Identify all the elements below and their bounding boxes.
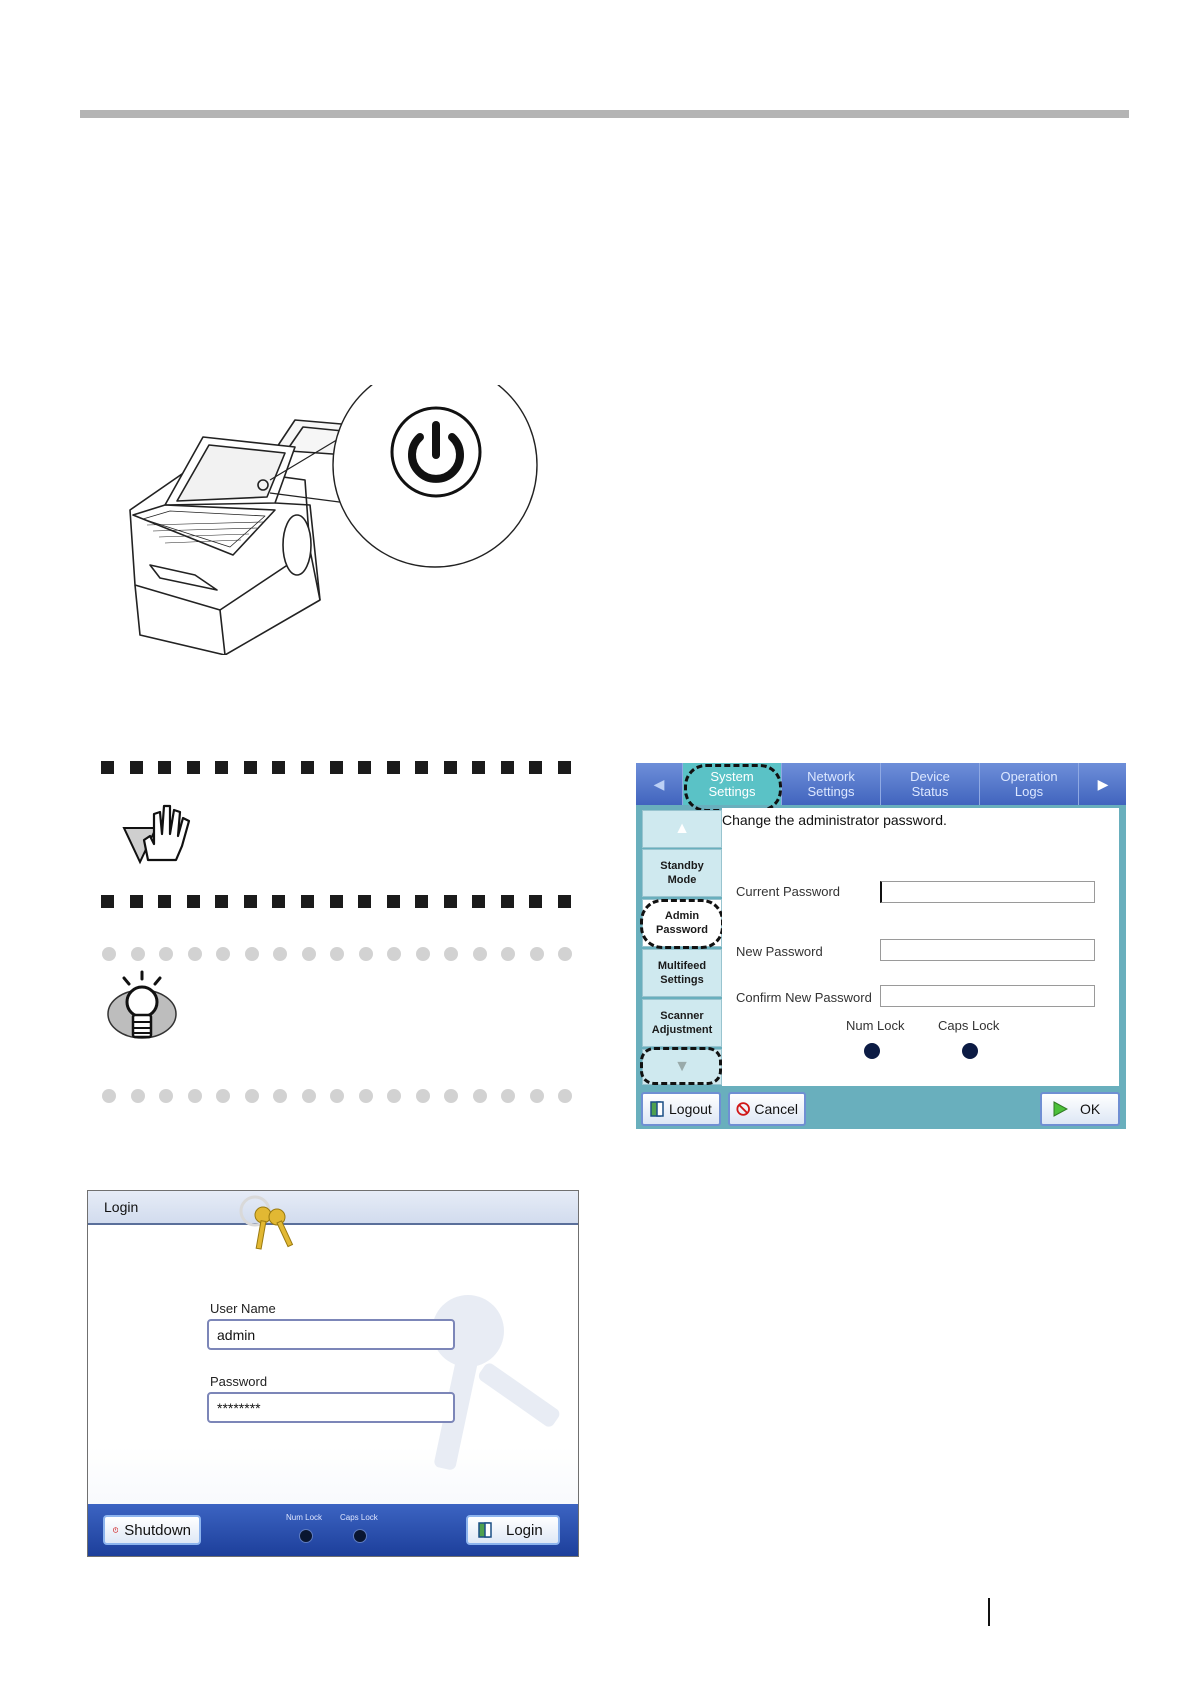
side-scroll-up-icon[interactable]: ▲: [642, 810, 722, 848]
settings-tab-bar: [636, 763, 1126, 805]
side-standby-mode-label: Standby Mode: [660, 860, 704, 886]
hint-top-border: [102, 947, 572, 961]
tab-device-status-label: Device Status: [910, 769, 950, 799]
new-password-label: New Password: [736, 944, 823, 959]
logout-label: Logout: [669, 1101, 712, 1117]
num-lock-indicator: [299, 1529, 313, 1543]
play-icon: [1052, 1101, 1068, 1117]
cancel-label: Cancel: [754, 1101, 798, 1117]
side-standby-mode[interactable]: [642, 849, 722, 897]
note-top-border: [101, 761, 571, 775]
admin-password-screen: [636, 763, 1126, 1129]
power-icon: [392, 408, 480, 496]
hint-lightbulb-icon: [104, 970, 180, 1046]
highlight-admin-password: [640, 899, 724, 949]
login-title: Login: [104, 1199, 139, 1215]
side-admin-password-label: Admin Password: [656, 910, 708, 936]
password-label: Password: [210, 1374, 268, 1389]
current-password-input[interactable]: [880, 881, 1095, 903]
username-label: User Name: [210, 1301, 276, 1316]
tab-network-settings[interactable]: [781, 763, 880, 805]
caps-lock-indicator: [962, 1043, 978, 1059]
shutdown-label: Shutdown: [124, 1521, 191, 1539]
side-multifeed-settings[interactable]: [642, 949, 722, 997]
num-lock-label: Num Lock: [286, 1513, 323, 1522]
shutdown-icon: [113, 1522, 118, 1538]
side-multifeed-settings-label: Multifeed Settings: [657, 960, 707, 986]
ok-label: OK: [1080, 1101, 1101, 1117]
note-bottom-border: [101, 895, 571, 909]
tab-operation-logs[interactable]: [979, 763, 1078, 805]
login-label: Login: [506, 1521, 543, 1539]
new-password-input[interactable]: [880, 939, 1095, 961]
num-lock-label: Num Lock: [846, 1018, 905, 1033]
login-bottom-bar: [88, 1504, 578, 1556]
door-icon: [476, 1521, 494, 1539]
side-scanner-adjustment-label: Scanner Adjustment: [651, 1010, 713, 1036]
caps-lock-label: Caps Lock: [938, 1018, 1000, 1033]
tab-system-settings-label: System Settings: [708, 769, 756, 799]
username-input[interactable]: admin: [207, 1319, 455, 1350]
tab-network-settings-label: Network Settings: [807, 769, 855, 799]
tab-operation-logs-label: Operation Logs: [1000, 769, 1058, 799]
num-lock-indicator: [864, 1043, 880, 1059]
cancel-icon: [736, 1101, 750, 1117]
caps-lock-indicator: [353, 1529, 367, 1543]
page-number-divider: [988, 1598, 990, 1626]
tab-device-status[interactable]: [880, 763, 979, 805]
confirm-password-label: Confirm New Password: [736, 990, 872, 1005]
logout-button[interactable]: [641, 1092, 721, 1126]
hint-bottom-border: [102, 1089, 572, 1103]
login-title-bar: [88, 1191, 578, 1225]
side-scanner-adjustment[interactable]: [642, 999, 722, 1047]
confirm-password-input[interactable]: [880, 985, 1095, 1007]
highlight-system-settings: [684, 764, 782, 812]
login-button[interactable]: [466, 1515, 560, 1545]
logout-door-icon: [649, 1100, 665, 1118]
top-rule: [80, 110, 1129, 118]
highlight-scroll-down: [640, 1047, 722, 1085]
attention-hand-icon: [120, 800, 195, 866]
password-input[interactable]: ********: [207, 1392, 455, 1423]
instruction-text: Change the administrator password.: [722, 812, 947, 828]
shutdown-button[interactable]: [103, 1515, 201, 1545]
scanner-illustration: [125, 385, 585, 655]
login-screen: [87, 1190, 579, 1557]
current-password-label: Current Password: [736, 884, 841, 899]
ok-button[interactable]: [1040, 1092, 1120, 1126]
keys-icon: [233, 1191, 303, 1256]
tab-scroll-left-icon[interactable]: ◀: [653, 775, 665, 792]
side-scroll-down-icon[interactable]: ▼: [642, 1049, 722, 1085]
cancel-button[interactable]: [728, 1092, 806, 1126]
caps-lock-label: Caps Lock: [340, 1513, 378, 1522]
tab-scroll-right-icon[interactable]: ▶: [1078, 763, 1126, 805]
admin-password-content: [722, 808, 1119, 1086]
